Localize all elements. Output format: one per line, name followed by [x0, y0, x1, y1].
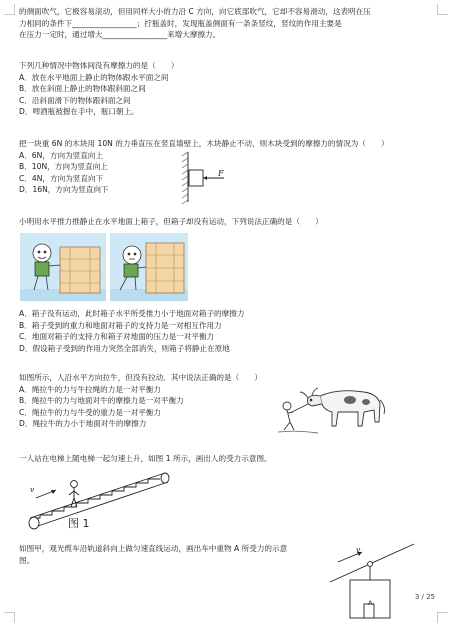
rope [292, 404, 308, 412]
cow [320, 391, 380, 426]
velocity-label: v [30, 485, 35, 494]
figure-caption: 图 1 [68, 517, 90, 530]
push-box-illustration-left [20, 233, 106, 301]
option-c: C．地面对箱子的支持力和箱子对地面的压力是一对平衡力 [19, 332, 215, 342]
wood-block [189, 170, 203, 186]
object-a-label: A [368, 599, 373, 607]
wooden-crate [146, 243, 184, 293]
option-d: D．假设箱子受到的作用力突然全部消失，则箱子将静止在原地 [19, 343, 230, 353]
option-b: B．放在斜面上静止的物体跟斜面之间 [19, 84, 146, 94]
option-d: D．16N，方向为竖直向下 [19, 185, 109, 195]
page-number: 3 / 25 [414, 593, 435, 601]
text-line: 的侧面吹气，它极容易滚动，但用同样大小的力沿 C 方向，向它底部吹气，它却不容易滑动，这表明在压 [19, 7, 371, 16]
option-d: D．啤酒瓶被握在手中，瓶口朝上。 [19, 107, 139, 117]
question-push-box-options [19, 308, 439, 354]
question-stem: 下列几种情况中物体间没有摩擦力的是（ ） [19, 61, 179, 70]
option-b: B．10N，方向为竖直向上 [19, 162, 108, 172]
cable-car-velocity-label: v [356, 545, 361, 554]
crop-mark-bottom-left [4, 612, 15, 623]
option-c: C．沿斜面滑下的物体跟斜面之间 [19, 95, 131, 105]
question-stem: 把一块重 6N 的木块用 10N 的力垂直压在竖直墙壁上，木块静止不动，则木块受到的摩擦力的情况为（ ） [19, 139, 389, 148]
question-prev-continuation [19, 6, 439, 41]
option-b: B．箱子受到的重力和地面对箱子的支持力是一对相互作用力 [19, 320, 222, 330]
question-stem: 一人站在电梯上随电梯一起匀速上升，如图 1 所示，画出人的受力示意图。 [19, 454, 272, 463]
text-line: 在压力一定时，通过增大_________________来增大摩擦力。 [19, 30, 221, 40]
option-c: C．绳拉牛的力与牛受的重力是一对平衡力 [19, 407, 161, 417]
option-a: A．放在水平地面上静止的物体跟水平面之间 [19, 72, 169, 82]
question-escalator [19, 453, 439, 465]
option-a: A．6N，方向为竖直向上 [19, 150, 104, 160]
question-friction-cases [19, 60, 439, 118]
option-a: A．绳拉牛的力与牛拉绳的力是一对平衡力 [19, 384, 161, 394]
escalator-figure [22, 470, 170, 540]
force-label: F [218, 169, 224, 178]
crop-mark-top-left [4, 4, 15, 15]
person-pulling-cow-figure [278, 380, 388, 440]
option-a: A．箱子没有运动，此时箱子水平所受推力小于地面对箱子的摩擦力 [19, 309, 245, 318]
text-line: 力相同的条件下_________________；拧瓶盖时，发现瓶盖侧面有一条条竖纹，竖纹的作用主要是 [19, 18, 342, 28]
option-b: B．绳拉牛的力与地面对牛的摩擦力是一对平衡力 [19, 396, 184, 406]
question-stem: 如图所示，人沿水平方向拉牛，但没有拉动．其中说法正确的是（ ） [19, 373, 262, 382]
question-push-box-stem [19, 216, 439, 228]
push-box-illustration-right [110, 233, 188, 301]
wall-block-figure [180, 152, 240, 204]
question-stem-cont: 图。 [19, 555, 35, 565]
question-stem: 如图甲，观光缆车沿轨道斜向上做匀速直线运动，画出车中重物 A 所受力的示意 [19, 544, 288, 553]
wooden-crate [60, 247, 100, 293]
crop-mark-bottom-right [437, 612, 448, 623]
option-d: D．绳拉牛的力小于地面对牛的摩擦力 [19, 419, 147, 429]
person [283, 402, 291, 410]
cable-car-figure [330, 540, 414, 622]
option-c: C．4N，方向为竖直向下 [19, 173, 104, 183]
question-stem: 小明用水平推力推静止在水平地面上箱子，但箱子却没有运动，下列说法正确的是（ ） [19, 217, 323, 226]
